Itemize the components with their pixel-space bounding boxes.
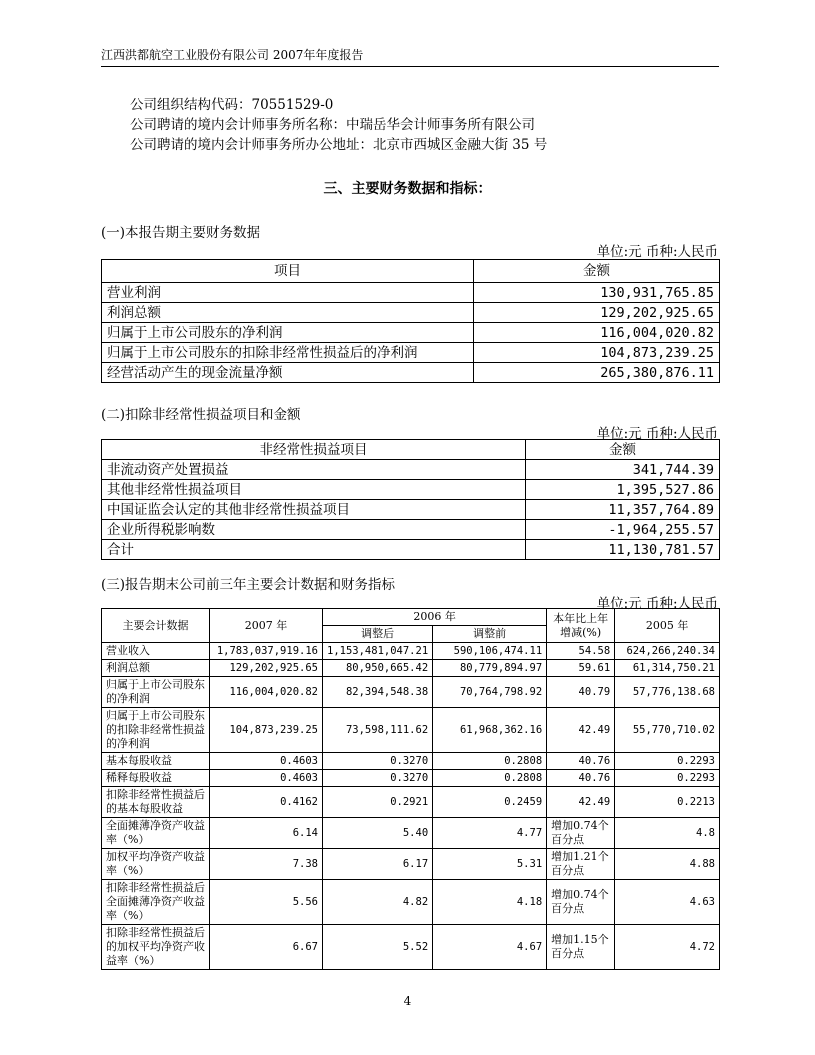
value-change: 增加0.74个百分点 — [547, 818, 615, 849]
table-row — [102, 460, 720, 480]
value-change: 59.61 — [547, 660, 615, 677]
value-2006-original: 4.77 — [433, 818, 547, 849]
t2-unit: 单位:元 币种:人民币 — [596, 426, 718, 442]
value-2005: 4.88 — [615, 849, 720, 880]
table-row — [102, 880, 720, 925]
value-2006-original: 80,779,894.97 — [433, 660, 547, 677]
header-title: 江西洪都航空工业股份有限公司 2007年年度报告 — [101, 48, 364, 62]
t1-body — [102, 283, 720, 383]
row-value: 11,357,764.89 — [526, 500, 720, 520]
row-label: 营业利润 — [102, 283, 474, 303]
table-row — [102, 660, 720, 677]
org-code: 公司组织结构代码：70551529-0 — [130, 97, 334, 113]
row-label: 归属于上市公司股东的扣除非经常性损益的净利润 — [102, 708, 210, 753]
table-row — [102, 540, 720, 560]
row-label: 合计 — [102, 540, 526, 560]
value-2007: 6.14 — [210, 818, 323, 849]
value-2006-adjusted: 4.82 — [323, 880, 433, 925]
table-row — [102, 925, 720, 970]
value-2006-original: 4.18 — [433, 880, 547, 925]
value-2007: 0.4162 — [210, 787, 323, 818]
value-2005: 61,314,750.21 — [615, 660, 720, 677]
row-value: 1,395,527.86 — [526, 480, 720, 500]
row-label: 加权平均净资产收益率（%） — [102, 849, 210, 880]
row-label: 稀释每股收益 — [102, 770, 210, 787]
value-2006-original: 70,764,798.92 — [433, 677, 547, 708]
value-change: 54.58 — [547, 643, 615, 660]
value-change: 40.76 — [547, 770, 615, 787]
value-2007: 1,783,037,919.16 — [210, 643, 323, 660]
t3-h-2007: 2007 年 — [210, 609, 323, 643]
value-2007: 129,202,925.65 — [210, 660, 323, 677]
value-change: 增加0.74个百分点 — [547, 880, 615, 925]
auditor-address: 公司聘请的境内会计师事务所办公地址：北京市西城区金融大街 35 号 — [130, 137, 548, 153]
value-2006-original: 0.2808 — [433, 753, 547, 770]
table-row — [102, 677, 720, 708]
row-value: 104,873,239.25 — [474, 343, 720, 363]
t2-col-item: 非经常性损益项目 — [102, 440, 526, 460]
row-label: 利润总额 — [102, 660, 210, 677]
table-row — [102, 323, 720, 343]
row-label: 归属于上市公司股东的净利润 — [102, 677, 210, 708]
row-label: 利润总额 — [102, 303, 474, 323]
table-row — [102, 753, 720, 770]
row-label: 扣除非经常性损益后的加权平均净资产收益率（%） — [102, 925, 210, 970]
row-value: 341,744.39 — [526, 460, 720, 480]
t3-h-2006: 2006 年 — [323, 609, 547, 626]
value-change: 42.49 — [547, 787, 615, 818]
table-row — [102, 283, 720, 303]
value-2006-adjusted: 5.40 — [323, 818, 433, 849]
value-2007: 5.56 — [210, 880, 323, 925]
value-2005: 0.2213 — [615, 787, 720, 818]
value-2005: 624,266,240.34 — [615, 643, 720, 660]
row-value: 265,380,876.11 — [474, 363, 720, 383]
value-2005: 57,776,138.68 — [615, 677, 720, 708]
row-label: 扣除非经常性损益后的基本每股收益 — [102, 787, 210, 818]
value-2007: 7.38 — [210, 849, 323, 880]
value-2006-original: 4.67 — [433, 925, 547, 970]
table-row — [102, 500, 720, 520]
value-2006-adjusted: 80,950,665.42 — [323, 660, 433, 677]
value-2006-original: 5.31 — [433, 849, 547, 880]
page-number: 4 — [403, 994, 412, 1008]
table-row — [102, 818, 720, 849]
value-change: 40.76 — [547, 753, 615, 770]
value-change: 40.79 — [547, 677, 615, 708]
t3-h-change: 本年比上年增减(%) — [547, 609, 615, 643]
main-financial-table — [101, 259, 720, 383]
row-label: 经营活动产生的现金流量净额 — [102, 363, 474, 383]
row-label: 营业收入 — [102, 643, 210, 660]
row-label: 基本每股收益 — [102, 753, 210, 770]
row-label: 中国证监会认定的其他非经常性损益项目 — [102, 500, 526, 520]
t1-col-item: 项目 — [102, 260, 474, 283]
value-2007: 116,004,020.82 — [210, 677, 323, 708]
row-value: 11,130,781.57 — [526, 540, 720, 560]
value-2005: 4.8 — [615, 818, 720, 849]
table-row — [102, 770, 720, 787]
row-label: 其他非经常性损益项目 — [102, 480, 526, 500]
row-label: 归属于上市公司股东的扣除非经常性损益后的净利润 — [102, 343, 474, 363]
table-row — [102, 520, 720, 540]
value-2005: 4.72 — [615, 925, 720, 970]
three-year-table — [101, 608, 720, 970]
value-2007: 0.4603 — [210, 753, 323, 770]
value-2006-adjusted: 5.52 — [323, 925, 433, 970]
value-2006-adjusted: 73,598,111.62 — [323, 708, 433, 753]
table-row — [102, 787, 720, 818]
value-2007: 6.67 — [210, 925, 323, 970]
value-2006-adjusted: 0.3270 — [323, 770, 433, 787]
t3-unit: 单位:元 币种:人民币 — [596, 596, 718, 612]
t1-title: (一)本报告期主要财务数据 — [101, 225, 261, 241]
t1-col-amount: 金额 — [474, 260, 720, 283]
value-2005: 0.2293 — [615, 753, 720, 770]
t3-h-adj-before: 调整前 — [433, 626, 547, 643]
value-2006-original: 590,106,474.11 — [433, 643, 547, 660]
value-2007: 0.4603 — [210, 770, 323, 787]
value-2006-original: 0.2808 — [433, 770, 547, 787]
row-value: -1,964,255.57 — [526, 520, 720, 540]
table-row — [102, 480, 720, 500]
value-2005: 4.63 — [615, 880, 720, 925]
value-2006-adjusted: 0.3270 — [323, 753, 433, 770]
t3-body — [102, 643, 720, 970]
table-row — [102, 708, 720, 753]
value-change: 42.49 — [547, 708, 615, 753]
t2-title: (二)扣除非经常性损益项目和金额 — [101, 407, 301, 423]
value-2005: 0.2293 — [615, 770, 720, 787]
nonrecurring-table — [101, 439, 720, 560]
page-header — [101, 46, 719, 67]
value-2006-adjusted: 0.2921 — [323, 787, 433, 818]
table-row — [102, 849, 720, 880]
value-2006-original: 61,968,362.16 — [433, 708, 547, 753]
table-row — [102, 363, 720, 383]
t2-col-amount: 金额 — [526, 440, 720, 460]
t3-h-adj-after: 调整后 — [323, 626, 433, 643]
value-change: 增加1.21个百分点 — [547, 849, 615, 880]
table-row — [102, 343, 720, 363]
company-info — [130, 95, 547, 155]
row-value: 130,931,765.85 — [474, 283, 720, 303]
value-2005: 55,770,710.02 — [615, 708, 720, 753]
table-row — [102, 303, 720, 323]
t3-h-item: 主要会计数据 — [102, 609, 210, 643]
row-value: 129,202,925.65 — [474, 303, 720, 323]
row-label: 归属于上市公司股东的净利润 — [102, 323, 474, 343]
t3-title: (三)报告期末公司前三年主要会计数据和财务指标 — [101, 577, 396, 593]
section-title: 三、主要财务数据和指标： — [323, 181, 492, 197]
value-2006-adjusted: 6.17 — [323, 849, 433, 880]
value-change: 增加1.15个百分点 — [547, 925, 615, 970]
row-label: 非流动资产处置损益 — [102, 460, 526, 480]
value-2006-original: 0.2459 — [433, 787, 547, 818]
auditor-name: 公司聘请的境内会计师事务所名称：中瑞岳华会计师事务所有限公司 — [130, 117, 535, 133]
t1-unit: 单位:元 币种:人民币 — [596, 244, 718, 260]
row-value: 116,004,020.82 — [474, 323, 720, 343]
row-label: 企业所得税影响数 — [102, 520, 526, 540]
row-label: 全面摊薄净资产收益率（%） — [102, 818, 210, 849]
value-2006-adjusted: 82,394,548.38 — [323, 677, 433, 708]
t3-h-2005: 2005 年 — [615, 609, 720, 643]
value-2006-adjusted: 1,153,481,047.21 — [323, 643, 433, 660]
value-2007: 104,873,239.25 — [210, 708, 323, 753]
t2-body — [102, 460, 720, 560]
table-row — [102, 643, 720, 660]
row-label: 扣除非经常性损益后全面摊薄净资产收益率（%） — [102, 880, 210, 925]
